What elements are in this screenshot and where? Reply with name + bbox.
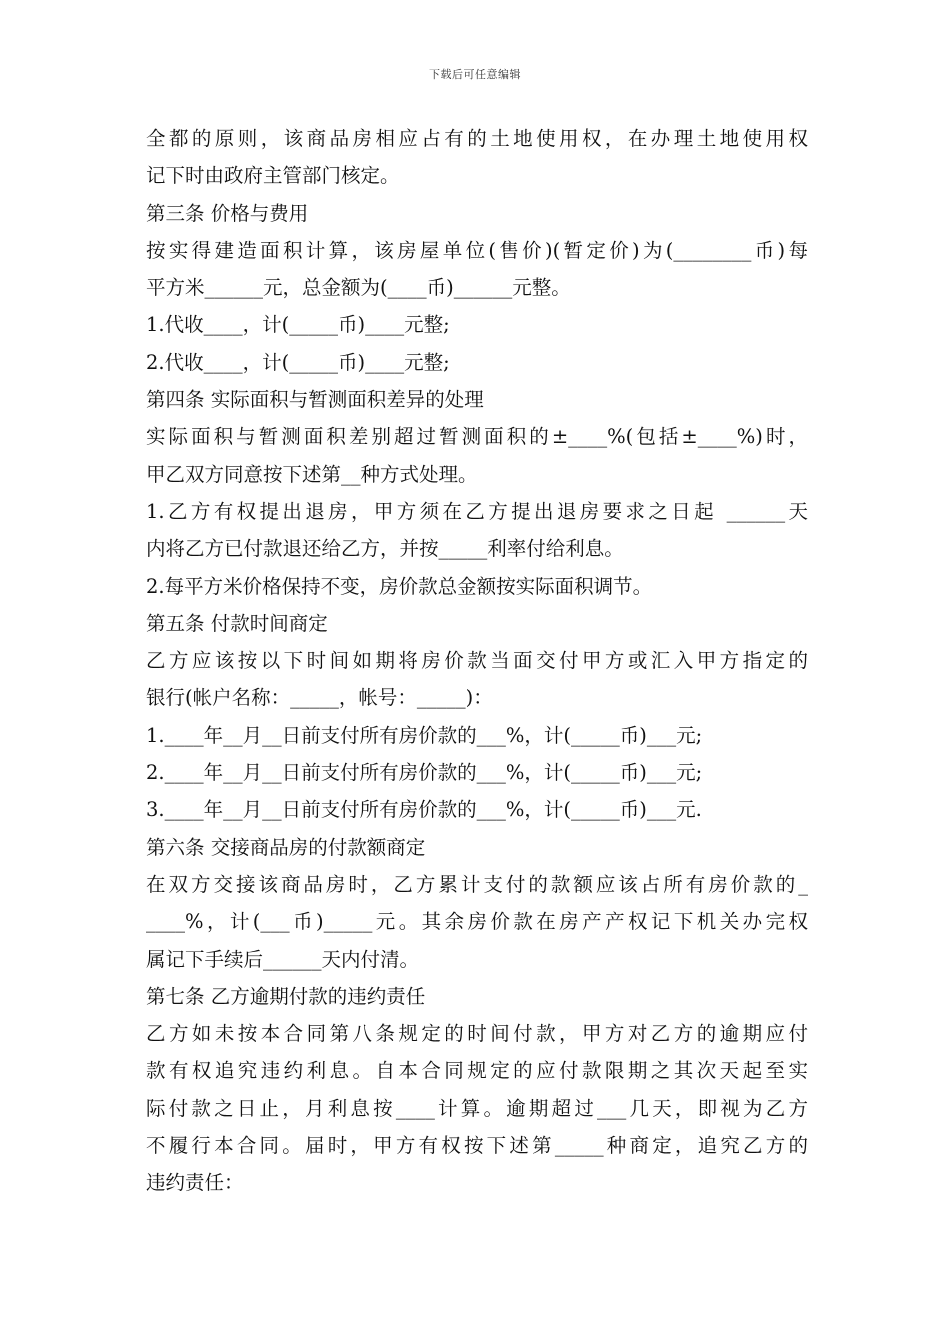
body-line: 属记下手续后______天内付清。 (146, 947, 420, 971)
section-heading: 第五条 付款时间商定 (146, 611, 328, 635)
body-line: 全都的原则，该商品房相应占有的土地使用权，在办理土地使用权 (146, 127, 808, 150)
section-heading: 第三条 价格与费用 (146, 201, 309, 225)
body-line: 款有权追究违约利息。自本合同规定的应付款限期之其次天起至实 (146, 1059, 808, 1083)
body-line: 乙方应该按以下时间如期将房价款当面交付甲方或汇入甲方指定的 (146, 649, 808, 673)
body-line: 平方米______元，总金额为(____币)______元整。 (146, 276, 571, 300)
body-line: 2.____年__月__日前支付所有房价款的___%，计(_____币)___元; (146, 761, 703, 785)
body-line: 违约责任： (146, 1171, 244, 1195)
section-heading: 第四条 实际面积与暂测面积差异的处理 (146, 388, 484, 412)
document-body (146, 120, 808, 1202)
body-line: 银行(帐户名称：_____，帐号：_____)： (146, 686, 493, 710)
body-line: 甲乙双方同意按下述第__种方式处理。 (146, 462, 478, 486)
body-line: 实际面积与暂测面积差别超过暂测面积的±____%(包括±____%)时， (146, 425, 808, 449)
body-line: 内将乙方已付款退还给乙方，并按_____利率付给利息。 (146, 537, 624, 561)
body-line: ____%，计(___币)_____元。其余房价款在房产产权记下机关办完权 (146, 910, 808, 934)
section-heading: 第六条 交接商品房的付款额商定 (146, 835, 426, 859)
body-line: 2.代收____，计(_____币)____元整; (146, 350, 450, 374)
page-header-note: 下载后可任意编辑 (429, 68, 521, 81)
body-line: 际付款之日止，月利息按____计算。逾期超过___几天，即视为乙方 (146, 1096, 808, 1120)
body-line: 记下时由政府主管部门核定。 (146, 164, 400, 188)
body-line: 2.每平方米价格保持不变，房价款总金额按实际面积调节。 (146, 574, 653, 598)
body-line: 1.乙方有权提出退房，甲方须在乙方提出退房要求之日起 ______天 (146, 499, 808, 523)
body-line: 3.____年__月__日前支付所有房价款的___%，计(_____币)___元. (146, 798, 702, 822)
body-line: 不履行本合同。届时，甲方有权按下述第_____种商定，追究乙方的 (146, 1134, 808, 1158)
body-line: 1.代收____，计(_____币)____元整; (146, 313, 450, 337)
body-line: 1.____年__月__日前支付所有房价款的___%，计(_____币)___元; (146, 723, 703, 747)
body-line: 在双方交接该商品房时，乙方累计支付的款额应该占所有房价款的_ (146, 872, 808, 896)
body-line: 按实得建造面积计算，该房屋单位(售价)(暂定价)为(________币)每 (146, 238, 808, 262)
body-line: 乙方如未按本合同第八条规定的时间付款，甲方对乙方的逾期应付 (146, 1022, 808, 1046)
section-heading: 第七条 乙方逾期付款的违约责任 (146, 984, 426, 1008)
